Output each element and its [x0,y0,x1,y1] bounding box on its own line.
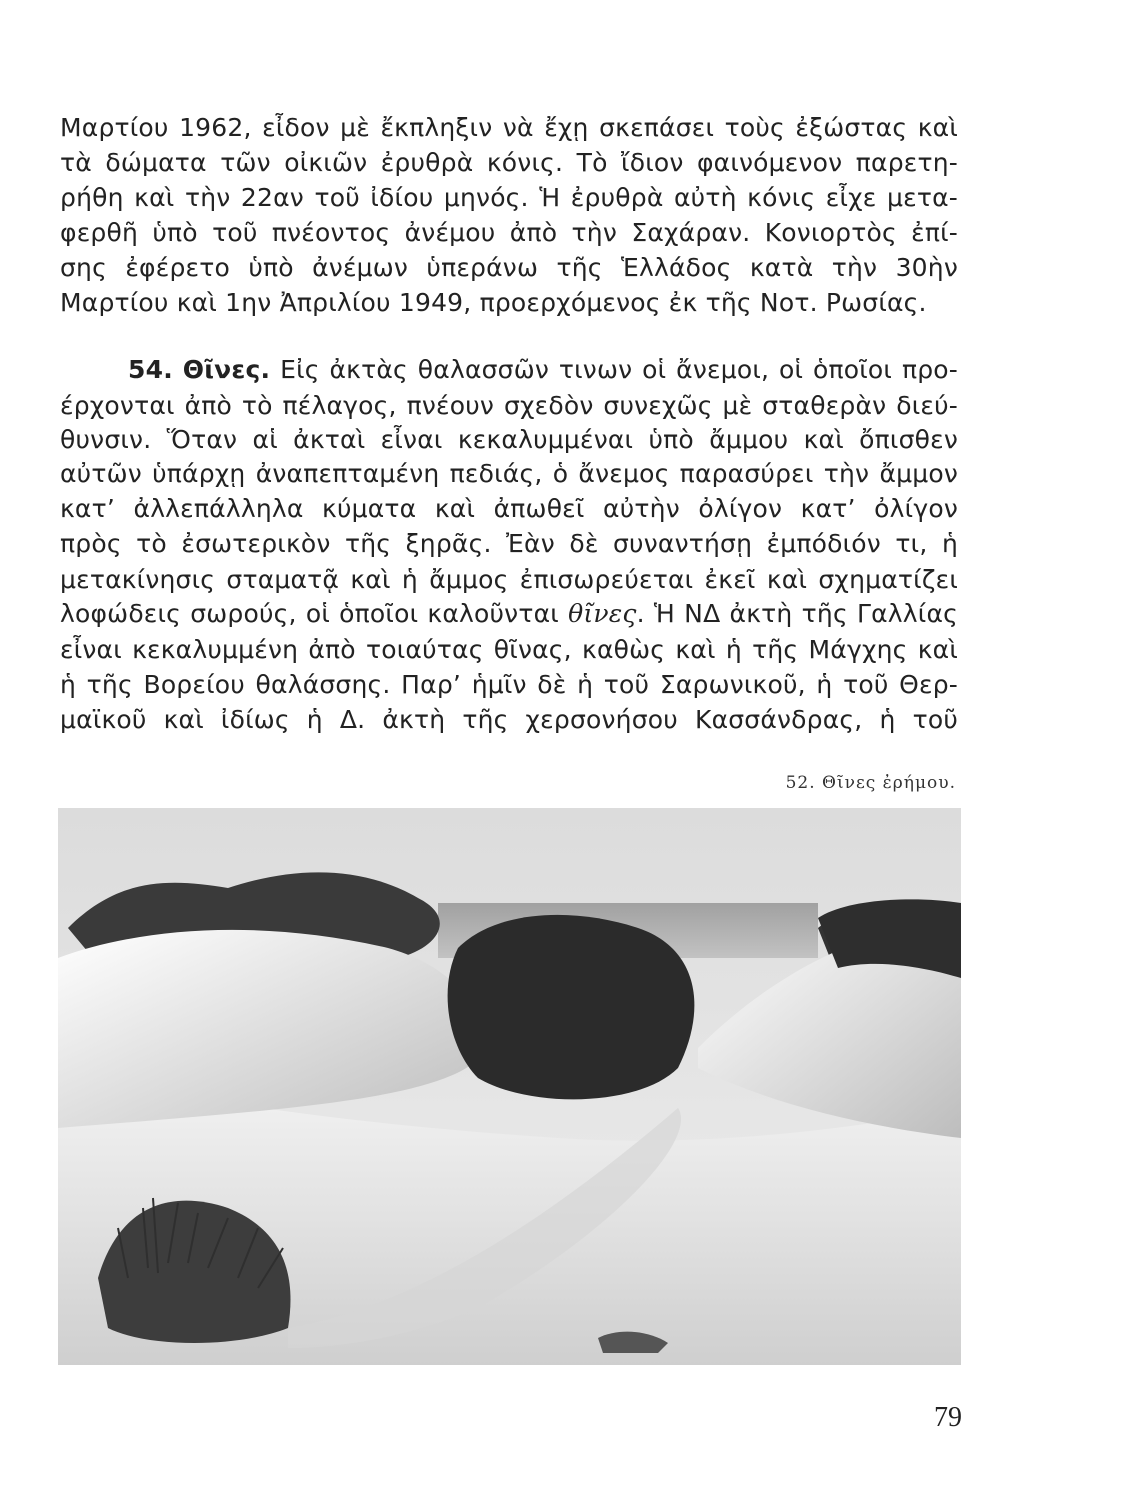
page-number: 79 [934,1402,962,1433]
central-bush [448,915,695,1100]
text-line: σης ἐφέρετο ὑπὸ ἀνέμων ὑπεράνω τῆς Ἑλλάδος κατὰ τὴν 30ὴν [60,253,958,282]
text-fragment: . Ἡ ΝΔ ἀκτὴ τῆς Γαλλίας [636,599,958,628]
section-heading-line [128,355,958,385]
text-line: ἡ τῆς Βορείου θαλάσσης. Παρ’ ἡμῖν δὲ ἡ τοῦ Σαρωνικοῦ, ἡ τοῦ Θερ- [60,670,958,699]
text-line: τὰ δώματα τῶν οἰκιῶν ἐρυθρὰ κόνις. Τὸ ἴδιον φαινόμενον παρετη- [60,148,958,177]
section-first-line-text: Εἰς ἀκτὰς θαλασσῶν τινων οἱ ἄνεμοι, οἱ ὁποῖοι προ- [280,355,958,384]
text-line: αὐτῶν ὑπάρχῃ ἀναπεπταμένη πεδιάς, ὁ ἄνεμος παρασύρει τὴν ἄμμον [60,459,958,488]
text-line: θυνσιν. Ὅταν αἱ ἀκταὶ εἶναι κεκαλυμμέναι ὑπὸ ἄμμου καὶ ὄπισθεν [60,425,958,454]
text-line: έρχονται ἀπὸ τὸ πέλαγος, πνέουν σχεδὸν συνεχῶς μὲ σταθερὰν διεύ- [60,391,958,420]
text-line: μαϊκοῦ καὶ ἰδίως ἡ Δ. ἀκτὴ τῆς χερσονήσου Κασσάνδρας, ἡ τοῦ [60,705,958,734]
text-line: μετακίνησις σταματᾷ καὶ ἡ ἄμμος ἐπισωρεύεται ἐκεῖ καὶ σχηματίζει [60,565,958,594]
text-fragment: λοφώδεις σωρούς, οἱ ὁποῖοι καλοῦνται [60,599,559,628]
text-line: ρήθη καὶ τὴν 22αν τοῦ ἰδίου μηνός. Ἡ ἐρυθρὰ αὐτὴ κόνις εἶχε μετα- [60,183,958,212]
text-line: φερθῆ ὑπὸ τοῦ πνέοντος ἀνέμου ἀπὸ τὴν Σαχάραν. Κονιορτὸς ἐπί- [60,218,958,247]
text-line: εἶναι κεκαλυμμένη ἀπὸ τοιαύτας θῖνας, καθὼς καὶ ἡ τῆς Μάγχης καὶ [60,635,958,664]
term-thines: θῖνες [568,599,637,628]
text-line: πρὸς τὸ ἐσωτερικὸν τῆς ξηρᾶς. Ἐὰν δὲ συναντήσῃ ἐμπόδιόν τι, ἡ [60,529,958,558]
text-line: Μαρτίου 1962, εἶδον μὲ ἔκπληξιν νὰ ἔχῃ σκεπάσει τοὺς ἐξώστας καὶ [60,113,958,142]
dunes-photograph [58,808,961,1365]
text-line: Μαρτίου καὶ 1ην Ἀπριλίου 1949, προερχόμενος ἐκ τῆς Νοτ. Ρωσίας. [60,288,927,317]
figure-caption: 52. Θῖνες ἐρήμου. [785,773,956,793]
section-number: 54. [128,355,173,384]
text-line: κατ’ ἀλλεπάλληλα κύματα καὶ ἀπωθεῖ αὐτὴν ὀλίγον κατ’ ὀλίγον [60,494,958,523]
section-title: Θῖνες. [182,355,271,384]
text-line-with-term [60,599,958,629]
